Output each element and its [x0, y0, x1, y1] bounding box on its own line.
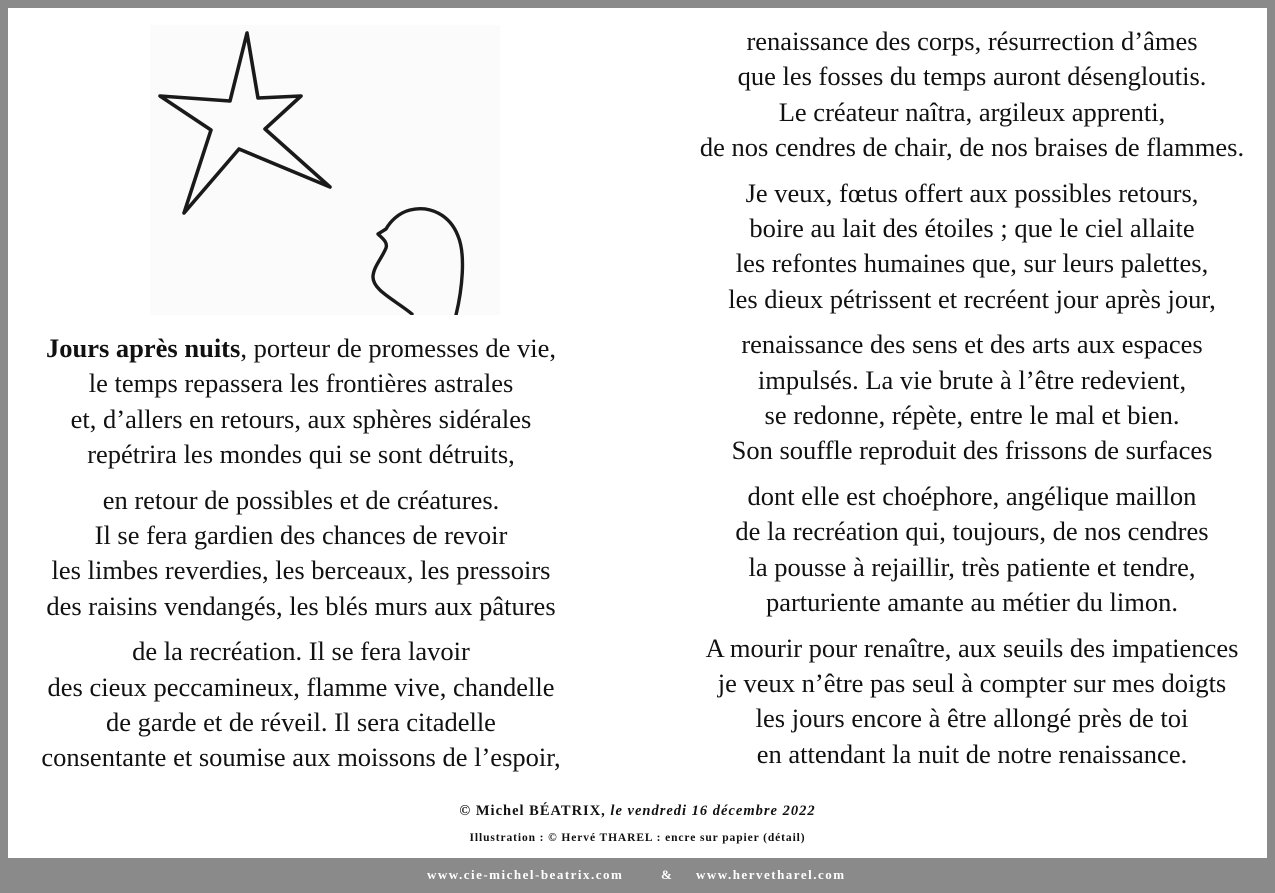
stanza: [20, 483, 582, 624]
poem-line: et, d’allers en retours, aux sphères sidérales: [70, 403, 532, 434]
stanza: [682, 631, 1262, 772]
poem-line: en attendant la nuit de notre renaissance.: [756, 738, 1188, 769]
poem-line: renaissance des sens et des arts aux espaces: [741, 329, 1203, 360]
footer-link-hervetharel[interactable]: www.hervetharel.com: [696, 867, 846, 882]
poem-line: Il se fera gardien des chances de revoir: [94, 519, 508, 550]
poem-line: dont elle est choéphore, angélique maillon: [747, 481, 1197, 512]
poem-line: de la recréation. Il se fera lavoir: [132, 636, 470, 667]
poem-line-text: , porteur de promesses de vie,: [240, 333, 557, 363]
poem-line: des cieux peccamineux, flamme vive, chandelle: [47, 671, 555, 702]
poem-left-column: [20, 331, 582, 786]
footer-separator: &: [661, 867, 674, 882]
poem-line: Le créateur naîtra, argileux apprenti,: [778, 96, 1166, 127]
poem-line: des raisins vendangés, les blés murs aux pâtures: [46, 590, 556, 621]
poem-line: Je veux, fœtus offert aux possibles retours,: [745, 177, 1199, 208]
author-credit: [0, 801, 1275, 821]
poem-line: consentante et soumise aux moissons de l’espoir,: [41, 742, 561, 773]
star-drawing: [160, 33, 330, 213]
stanza: [682, 479, 1262, 620]
poem-line: la pousse à rejaillir, très patiente et tendre,: [748, 551, 1196, 582]
stanza: [682, 176, 1262, 317]
poem-line: boire au lait des étoiles ; que le ciel allaite: [749, 212, 1195, 243]
poem-line: les jours encore à être allongé près de toi: [755, 703, 1189, 734]
ink-illustration: [150, 25, 500, 315]
poem-line: de garde et de réveil. Il sera citadelle: [106, 706, 496, 737]
poem-line: de la recréation qui, toujours, de nos cendres: [735, 516, 1209, 547]
poem-line: le temps repassera les frontières astrales: [88, 368, 514, 399]
stanza: [20, 634, 582, 775]
poem-line: parturiente amante au métier du limon.: [765, 586, 1179, 617]
poem-line: que les fosses du temps auront désengloutis.: [737, 61, 1207, 92]
author-name: © Michel BÉATRIX,: [459, 803, 606, 819]
poem-line: je veux n’être pas seul à compter sur mes doigts: [717, 668, 1227, 699]
poem-line: les limbes reverdies, les berceaux, les pressoirs: [51, 555, 551, 586]
poem-line: A mourir pour renaître, aux seuils des impatiences: [705, 632, 1239, 663]
illustration-credit: Illustration : © Hervé THAREL : encre sur papier (détail): [469, 832, 806, 844]
illustration-drawing: [150, 25, 500, 315]
poem-line: renaissance des corps, résurrection d’âmes: [746, 26, 1198, 56]
stanza: [20, 331, 582, 472]
poem-line: en retour de possibles et de créatures.: [102, 484, 500, 515]
stanza: [682, 327, 1262, 468]
poem-line: de nos cendres de chair, de nos braises de flammes.: [699, 131, 1245, 162]
poem-line: Son souffle reproduit des frissons de surfaces: [731, 435, 1213, 466]
head-profile-drawing: [373, 209, 463, 315]
poem-line: impulsés. La vie brute à l’être redevient,: [757, 364, 1187, 395]
poem-line: les refontes humaines que, sur leurs palettes,: [735, 248, 1209, 279]
stanza: [682, 24, 1262, 165]
poem-line: repétrira les mondes qui se sont détruits,: [87, 438, 515, 469]
publication-date: le vendredi 16 décembre 2022: [610, 803, 816, 819]
poem-line: les dieux pétrissent et recréent jour après jour,: [728, 283, 1216, 314]
poem-right-column: [682, 24, 1262, 782]
poem-line: [20, 331, 582, 366]
poem-title: Jours après nuits: [45, 333, 241, 363]
poem-line: se redonne, répète, entre le mal et bien.: [764, 399, 1180, 430]
footer-link-cie-michel-beatrix[interactable]: www.cie-michel-beatrix.com: [427, 867, 624, 882]
